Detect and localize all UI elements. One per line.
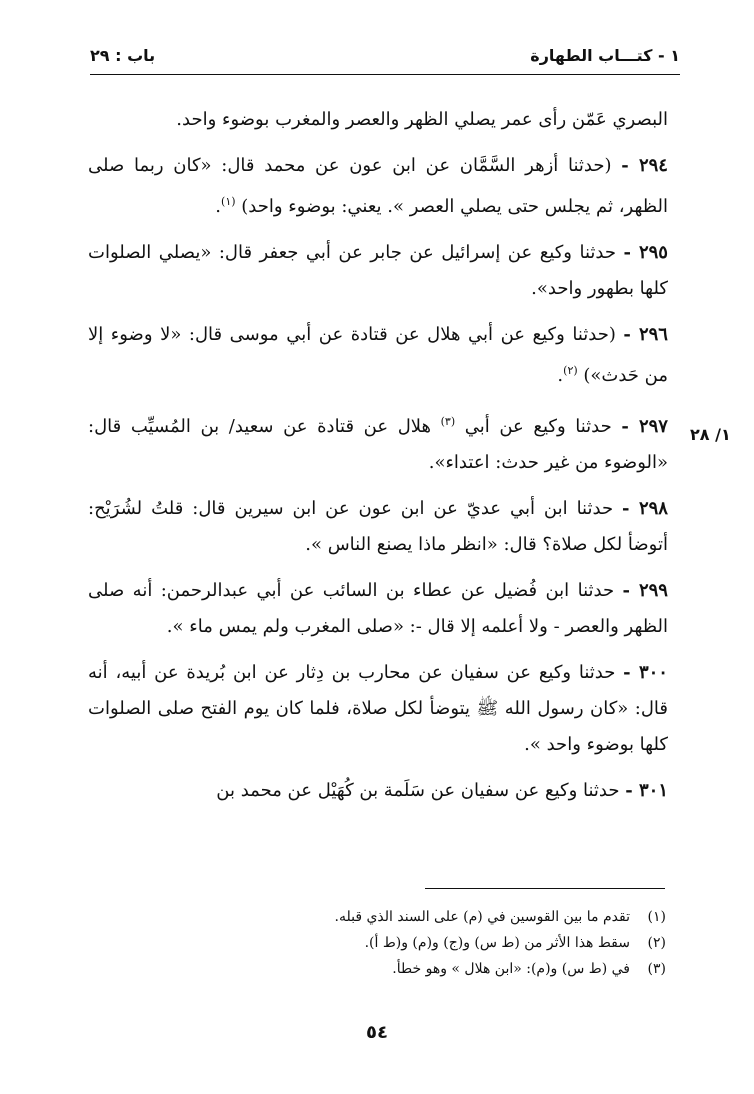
hadith-296: ٢٩٦ - (حدثنا وكيع عن أبي هلال عن قتادة عن أبي موسى قال: «لا وضوء إلا من حَدث») $^{(٢)}$. [88, 324, 668, 386]
hadith-number: ٢٩٦ - [623, 324, 668, 345]
hadith-number: ٣٠١ - [625, 780, 668, 801]
footnote-number: (٣) [647, 961, 666, 977]
footnote-divider [425, 888, 665, 889]
marginal-reference: ١/ ٢٨ [690, 425, 731, 444]
footnotes [88, 904, 666, 982]
footnote-3: (٣)في (ط س) و(م): «ابن هلال » وهو خطأ. [88, 956, 666, 982]
hadith-number: ٢٩٤ - [621, 155, 668, 176]
hadith-300: ٣٠٠ - حدثنا وكيع عن سفيان عن محارب بن دِثار عن ابن بُريدة عن أبيه، أنه قال: «كان رسول الله ﷺ يتوضأ لكل صلاة، فلما كان يوم الفتح صلى الصلوات كلها بوضوء واحد ». [88, 662, 668, 755]
running-header [90, 40, 680, 70]
hadith-number: ٢٩٥ - [623, 242, 668, 263]
header-divider [90, 74, 680, 75]
footnote-1: (١)تقدم ما بين القوسين في (م) على السند الذي قبله. [88, 904, 666, 930]
hadith-301: ٣٠١ - حدثنا وكيع عن سفيان عن سَلَمة بن كُهَيْل عن محمد بن [216, 780, 668, 801]
footnote-number: (٢) [647, 935, 666, 951]
footnote-ref: (١) [221, 195, 236, 208]
hadith-294: ٢٩٤ - (حدثنا أزهر السَّمَّان عن ابن عون عن محمد قال: «كان ربما صلى الظهر، ثم يجلس حتى يصلي العصر ». يعني: بوضوء واحد) $^{(١)}$. [88, 155, 668, 217]
hadith-298: ٢٩٨ - حدثنا ابن أبي عديّ عن ابن عون عن ابن سيرين قال: قلتُ لشُرَيْح: أتوضأ لكل صلاة؟ قال: «انظر ماذا يصنع الناس ». [88, 498, 668, 555]
main-text [88, 102, 668, 819]
hadith-number: ٢٩٧ - [621, 416, 668, 437]
hadith-297: ٢٩٧ - حدثنا وكيع عن أبي $^{(٣)}$ هلال عن قتادة عن سعيد/ بن المُسيِّب قال: «الوضوء من غير حدث: اعتداء». [88, 415, 668, 473]
bab-label: باب : ٢٩ [90, 46, 156, 65]
hadith-295: ٢٩٥ - حدثنا وكيع عن إسرائيل عن جابر عن أبي جعفر قال: «يصلي الصلوات كلها بطهور واحد». [88, 242, 668, 299]
paragraph-continuation: البصري عَمّن رأى عمر يصلي الظهر والعصر والمغرب بوضوء واحد. [176, 109, 668, 130]
hadith-number: ٢٩٩ - [622, 580, 668, 601]
footnote-2: (٢)سقط هذا الأثر من (ط س) و(ج) و(م) و(ط أ). [88, 930, 666, 956]
chapter-title: ١ - كتـــاب الطهارة [530, 46, 680, 65]
footnote-number: (١) [647, 909, 666, 925]
hadith-299: ٢٩٩ - حدثنا ابن فُضيل عن عطاء بن السائب عن أبي عبدالرحمن: أنه صلى الظهر والعصر - ولا أعلمه إلا قال -: «صلى المغرب ولم يمس ماء ». [88, 580, 668, 637]
footnote-ref: (٣) [440, 415, 456, 428]
page-number: ٥٤ [366, 1022, 388, 1043]
footnote-ref: (٢) [563, 364, 578, 377]
hadith-number: ٢٩٨ - [622, 498, 668, 519]
hadith-number: ٣٠٠ - [623, 662, 668, 683]
